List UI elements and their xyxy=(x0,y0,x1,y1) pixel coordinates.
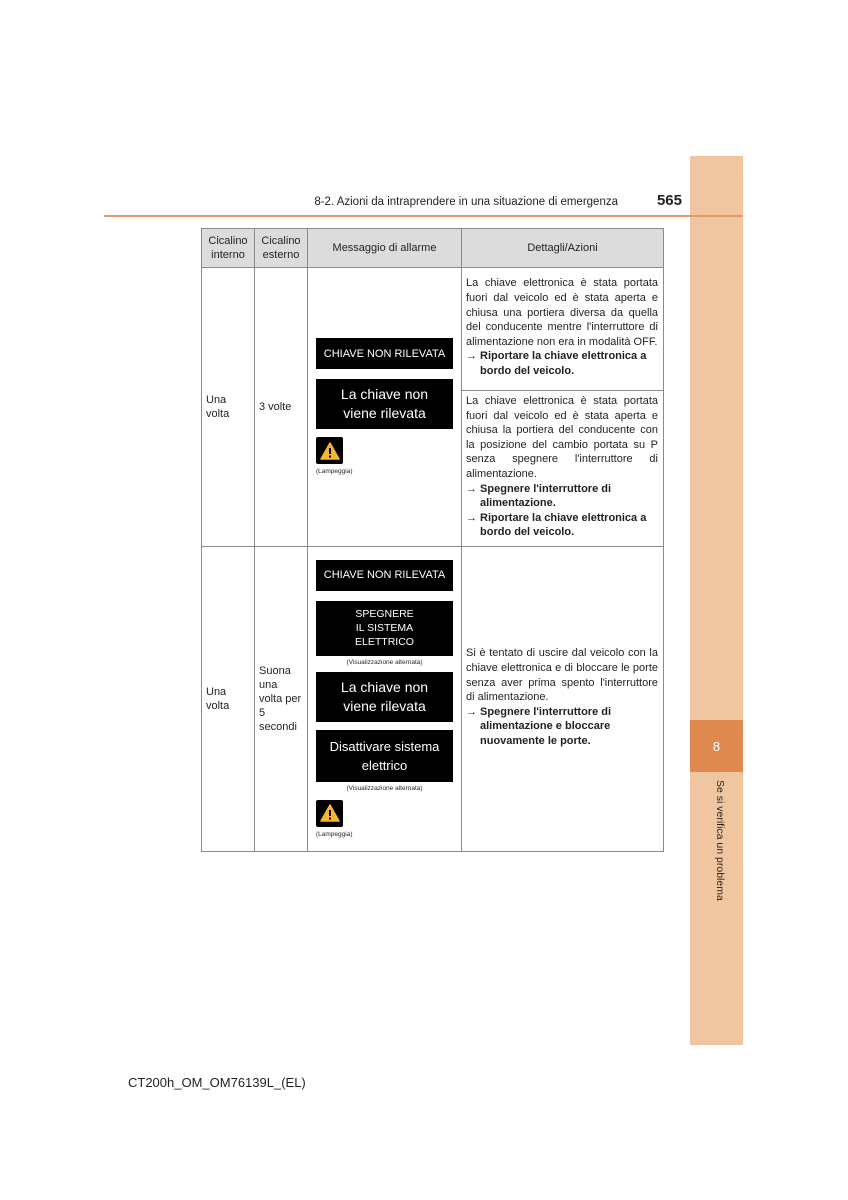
table-row xyxy=(202,546,664,851)
internal-buzzer-cell: Una volta xyxy=(202,546,255,851)
action-text: → Riportare la chiave elettronica a bordo del veicolo. xyxy=(466,350,647,377)
chapter-title: Se si verifica un problema xyxy=(714,780,726,901)
table-row xyxy=(202,268,664,391)
display-deactivate-system xyxy=(316,730,453,782)
header-details-actions: Dettagli/Azioni xyxy=(462,229,664,268)
header-warning-message: Messaggio di allarme xyxy=(308,229,462,268)
document-code: CT200h_OM_OM76139L_(EL) xyxy=(128,1075,306,1090)
section-title: 8-2. Azioni da intraprendere in una situazione di emergenza xyxy=(314,196,618,208)
blinking-caption: (Lampeggia) xyxy=(316,830,353,838)
alternating-caption: (Visualizzazione alternata) xyxy=(346,784,423,792)
header-divider xyxy=(104,215,743,217)
external-buzzer-cell: Suona una volta per 5 secondi xyxy=(255,546,308,851)
chapter-number-tab[interactable] xyxy=(690,720,743,772)
header-internal-buzzer: Cicalino interno xyxy=(202,229,255,268)
display-text: SPEGNERE IL SISTEMA ELETTRICO xyxy=(355,608,414,649)
details-cell-c xyxy=(462,546,664,851)
detail-text: La chiave elettronica è stata portata fuori dal veicolo ed è stata aperta e chiusa la portiera del conducente con la posizione del cambio portata su P senza spegnere l'interruttore di alimentazione. xyxy=(466,395,658,480)
header-external-buzzer: Cicalino esterno xyxy=(255,229,308,268)
details-cell-b xyxy=(462,391,664,547)
warning-box xyxy=(316,437,343,464)
action-text: → Spegnere l'interruttore di alimentazione. xyxy=(466,482,612,510)
action-text: → Riportare la chiave elettronica a bordo del veicolo. xyxy=(466,511,647,539)
warning-triangle-icon xyxy=(320,804,340,822)
warning-light xyxy=(316,800,453,838)
warning-light xyxy=(316,437,453,475)
display-text: La chiave non viene rilevata xyxy=(340,386,429,422)
display-key-not-detected xyxy=(316,338,453,369)
warning-message-table xyxy=(201,228,664,852)
alternating-caption: (Visualizzazione alternata) xyxy=(346,658,423,666)
warning-message-cell xyxy=(308,546,462,851)
action-text: → Spegnere l'interruttore di alimentazione e bloccare nuovamente le porte. xyxy=(466,705,612,747)
warning-box xyxy=(316,800,343,827)
display-key-not-detected-long xyxy=(316,379,453,429)
table-header-row xyxy=(202,229,664,268)
display-key-not-detected-long xyxy=(316,672,453,722)
display-text: CHIAVE NON RILEVATA xyxy=(323,347,446,360)
display-text: CHIAVE NON RILEVATA xyxy=(323,569,446,582)
external-buzzer-cell: 3 volte xyxy=(255,268,308,547)
internal-buzzer-cell: Una volta xyxy=(202,268,255,547)
chapter-number: 8 xyxy=(712,738,721,754)
display-text: Disattivare sistema elettrico xyxy=(329,738,440,773)
page-number: 565 xyxy=(656,192,682,209)
warning-message-cell xyxy=(308,268,462,547)
display-turn-off-system xyxy=(316,601,453,656)
display-key-not-detected xyxy=(316,560,453,591)
display-text: La chiave non viene rilevata xyxy=(340,678,429,714)
details-cell-a xyxy=(462,268,664,391)
detail-text: La chiave elettronica è stata portata fuori dal veicolo ed è stata aperta e chiusa una portiera diversa da quella del conducente mentre l'interruttore di alimentazione non era in modalità OFF. xyxy=(466,277,658,348)
detail-text: Si è tentato di uscire dal veicolo con la chiave elettronica e di bloccare le porte senza aver prima spento l'interruttore di alimentazione. xyxy=(466,647,658,704)
blinking-caption: (Lampeggia) xyxy=(316,468,353,476)
warning-triangle-icon xyxy=(320,442,340,460)
